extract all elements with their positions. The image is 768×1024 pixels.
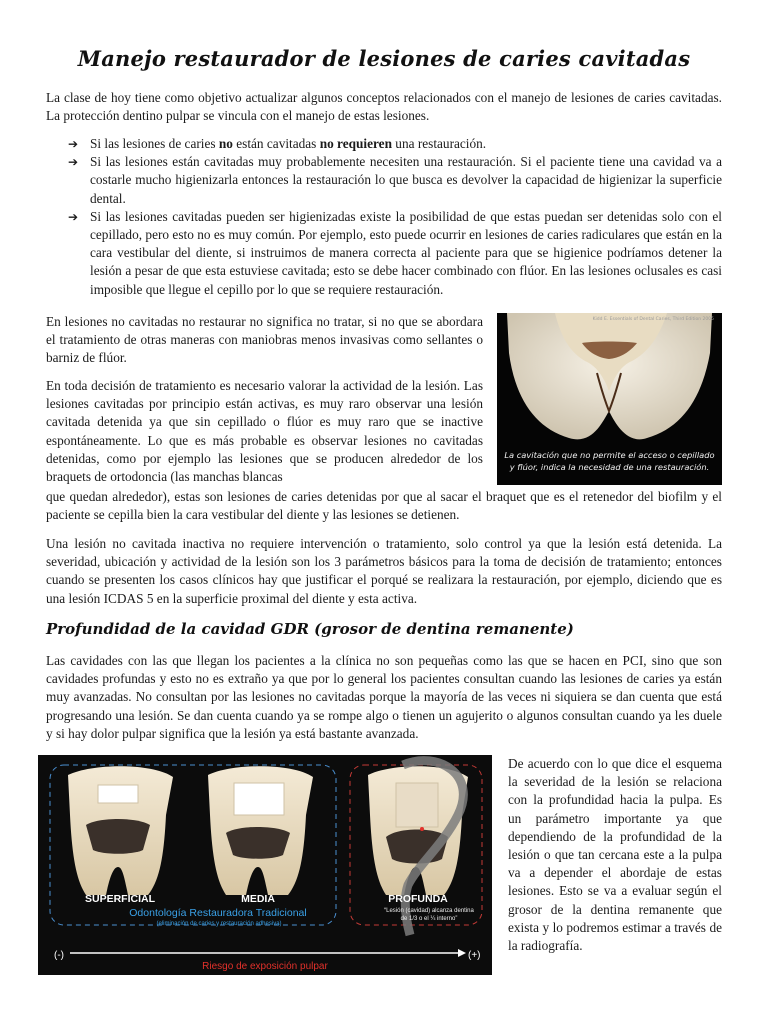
label-superficial: SUPERFICIAL <box>84 893 155 905</box>
caption-line: y flúor, indica la necesidad de una restauración. <box>509 461 710 472</box>
cavity-depth-diagram <box>38 755 492 975</box>
label-odontologia-restauradora: Odontología Restauradora Tradicional <box>129 907 307 919</box>
photo-credit: Kidd E. Essentials of Dental Caries, Third Edition 2005 <box>592 317 714 322</box>
paragraph-text: Una lesión no cavitada inactiva no requiere intervención o tratamiento, solo control ya que la lesión está detenida. La severidad, ubicación y actividad de la lesión son los 3 parámetros básicos para la toma de decisión de tratamiento; entonces cuando se presenten los casos clínicos hay que justificar el porqué se realizara la restauración, por ejemplo, diciendo que es una lesión ICDAS 5 en la superficie proximal del diente y esta activa. <box>46 536 722 606</box>
label-media: MEDIA <box>241 893 275 905</box>
paragraph-depth <box>46 652 722 743</box>
teeth-depth-illustration <box>38 755 492 975</box>
label-plus: (+) <box>468 950 481 961</box>
paragraph-non-cavitated <box>46 313 483 368</box>
bullet-item <box>46 135 722 153</box>
page-title: Manejo restaurador de lesiones de caries cavitadas <box>77 46 691 71</box>
arrow-right-icon: ➔ <box>68 137 79 151</box>
bullet-list <box>46 135 722 299</box>
caption-line: La cavitación que no permite el acceso o cepillado <box>504 450 715 460</box>
arrow-right-icon: ➔ <box>68 209 79 224</box>
profunda-sub-line: de 1/3 o el ¼ interno” <box>400 916 458 922</box>
label-profunda-sub <box>373 907 485 923</box>
paragraph-inactive <box>46 535 722 608</box>
paragraph-scheme <box>508 755 722 955</box>
photo-caption <box>497 450 722 473</box>
intro-text: La clase de hoy tiene como objetivo actualizar algunos conceptos relacionados con el manejo de lesiones de caries cavitadas. La protección dentino pulpar se vincula con el manejo de estas lesiones. <box>46 90 722 124</box>
section-heading: Profundidad de la cavidad GDR (grosor de dentina remanente) <box>46 620 574 638</box>
bullet-bold-text: no requieren <box>319 136 392 151</box>
tooth-cavitation-photo <box>497 313 722 485</box>
paragraph-text: Las cavidades con las que llegan los pacientes a la clínica no son pequeñas como las que se hacen en PCI, sino que son cavidades profundas y esto no es extraño ya que por lo general los pacientes consultan cuando las lesiones de caries ya están muy avanzadas. No consultan por las lesiones no cavitadas porque la mayoría de las veces ni siquiera se dan cuenta que está progresando una lesión. Se dan cuenta cuando ya se rompe algo o tienen un agujerito o algunos consultan cuando ya les duele y si hay dolor pulpar significa que la lesión ya está bastante avanzada. <box>46 653 722 741</box>
paragraph-activity <box>46 377 483 486</box>
label-odontologia-sub: (eliminación de caries y restauración adhesiva) <box>156 921 282 927</box>
bullet-item <box>46 208 722 299</box>
intro-paragraph <box>46 89 722 125</box>
bullet-text: Si las lesiones cavitadas pueden ser higienizadas existe la posibilidad de que estas puedan ser detenidas solo con el cepillado, pero esto no es muy común. Por ejemplo, esto puede ocurrir en lesiones de caries radiculares que están en la cara vestibular del diente, si instruimos de manera correcta al paciente para que se higienice podríamos detener la lesión a pesar de que esta estuviese cavitada; esto se debe hacer combinado con flúor. En las lesiones oclusales es casi imposible que llegue el cepillo por lo que se requiere restauración. <box>90 208 722 297</box>
label-minus: (-) <box>54 950 64 961</box>
bullet-item <box>46 153 722 208</box>
bullet-text: una restauración. <box>391 136 487 151</box>
profunda-sub-line: “Lesión (cavidad) alcanza dentina <box>384 908 474 914</box>
paragraph-text: En lesiones no cavitadas no restaurar no significa no tratar, si no que se abordara el tratamiento de otras maneras con maniobras menos invasivas como sellantes o barniz de flúor. <box>46 314 483 366</box>
arrow-right-icon: ➔ <box>68 155 79 170</box>
bullet-text: Si las lesiones de caries <box>90 136 219 151</box>
paragraph-text: De acuerdo con lo que dice el esquema la severidad de la lesión se relaciona con la profundidad hacia la pulpa. Es un parámetro importante ya que dependiendo de la profundidad de la lesión o que tan cercana este a la pulpa va a depender el abordaje de estas lesiones. Esto se va a evaluar según el grosor de la dentina remanente que exista y lo podremos estimar a través de la radiografía. <box>508 756 722 954</box>
bullet-text: están cavitadas <box>232 136 320 151</box>
bullet-text: Si las lesiones están cavitadas muy probablemente necesiten una restauración. Si el paciente tiene una cavidad va a costarle mucho higienizarla entonces la restauración lo que busca es devolver la capacidad de higienizar la superficie dental. <box>90 154 722 206</box>
label-profunda: PROFUNDA <box>388 893 448 905</box>
paragraph-text: En toda decisión de tratamiento es necesario valorar la actividad de la lesión. Las lesiones cavitadas por principio están activas, es muy raro observar una lesión cavitada detenida ya que sin cepillado o flúor es muy raro que se inactive espontáneamente. Lo que es más probable es observar lesiones no cavitadas detenidas, como por ejemplo las lesiones que se producen alrededor de los braquets de ortodoncia (las manchas blancas <box>46 378 483 485</box>
paragraph-activity-continued <box>46 488 722 524</box>
paragraph-text: que quedan alrededor), estas son lesiones de caries detenidas por que al sacar el braquet que es el retenedor del biofilm y el paciente se cepilla bien la cara vestibular del diente y las lesiones se detienen. <box>46 489 722 523</box>
label-risk: Riesgo de exposición pulpar <box>202 961 328 972</box>
bullet-bold-text: no <box>218 136 233 151</box>
